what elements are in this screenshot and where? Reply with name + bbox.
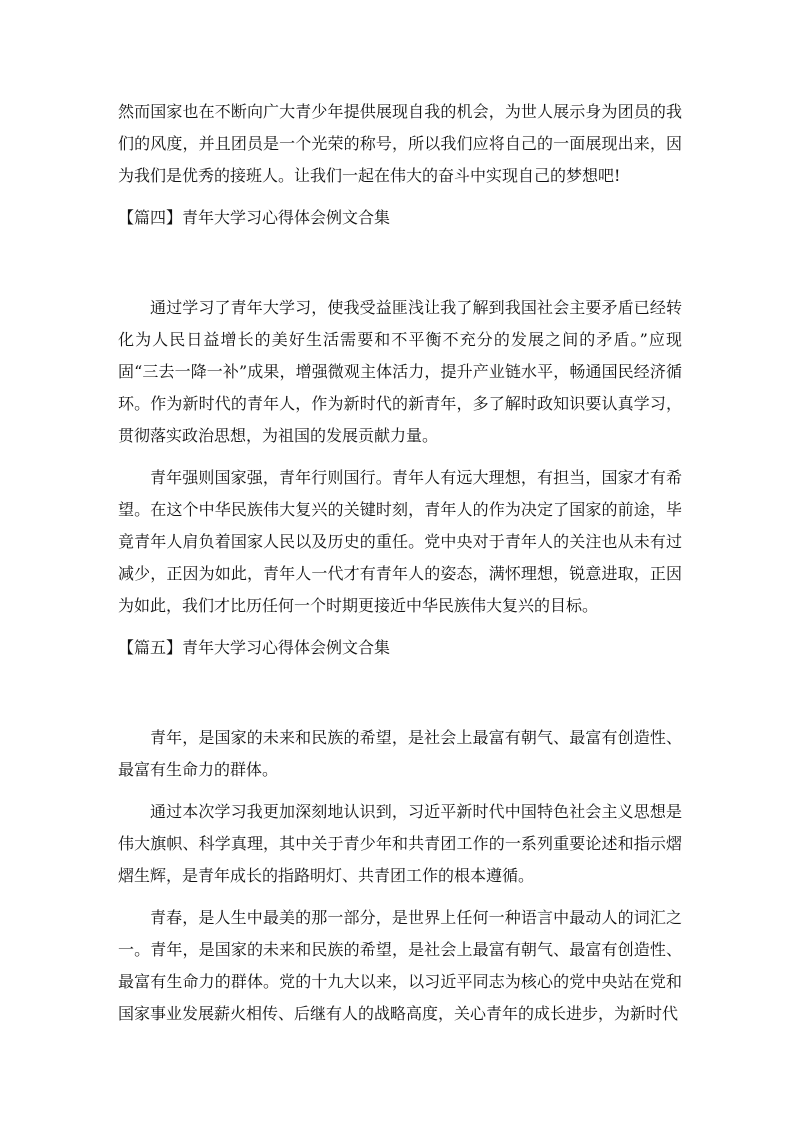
section-four-heading: 【篇四】青年大学习心得体会例文合集: [118, 208, 391, 227]
section-five-paragraph-2: 通过本次学习我更加深刻地认识到，习近平新时代中国特色社会主义思想是伟大旗帜、科学真理，其中关于青少年和共青团工作的一系列重要论述和指示熠熠生辉，是青年成长的指路明灯、共青团工作的根本遵循。: [118, 802, 682, 885]
section-five-paragraph-3: 青春，是人生中最美的那一部分，是世界上任何一种语言中最动人的词汇之一。青年，是国家的未来和民族的希望，是社会上最富有朝气、最富有创造性、最富有生命力的群体。党的十九大以来，以习近平同志为核心的党中央站在党和国家事业发展薪火相传、后继有人的战略高度，关心青年的成长进步，为新时代: [118, 908, 682, 1023]
document-body: [118, 96, 682, 1040]
intro-paragraph: 然而国家也在不断向广大青少年提供展现自我的机会，为世人展示身为团员的我们的风度，并且团员是一个光荣的称号，所以我们应将自己的一面展现出来，因为我们是优秀的接班人。让我们一起在伟大的奋斗中实现自己的梦想吧!: [118, 102, 682, 185]
section-five-heading: 【篇五】青年大学习心得体会例文合集: [118, 638, 391, 657]
section-four-paragraph-2: 青年强则国家强，青年行则国行。青年人有远大理想，有担当，国家才有希望。在这个中华民族伟大复兴的关键时刻，青年人的作为决定了国家的前途，毕竟青年人肩负着国家人民以及历史的重任。党中央对于青年人的关注也从未有过减少，正因为如此，青年人一代才有青年人的姿态，满怀理想，锐意进取，正因为如此，我们才比历任何一个时期更接近中华民族伟大复兴的目标。: [118, 468, 682, 615]
section-five-paragraph-1: 青年，是国家的未来和民族的希望，是社会上最富有朝气、最富有创造性、最富有生命力的群体。: [118, 728, 682, 779]
section-four-paragraph-1: 通过学习了青年大学习，使我受益匪浅让我了解到我国社会主要矛盾已经转化为人民日益增长的美好生活需要和不平衡不充分的发展之间的矛盾。”应现固“三去一降一补”成果，增强微观主体活力，提升产业链水平，畅通国民经济循环。作为新时代的青年人，作为新时代的新青年，多了解时政知识要认真学习，贯彻落实政治思想，为祖国的发展贡献力量。: [118, 298, 682, 445]
